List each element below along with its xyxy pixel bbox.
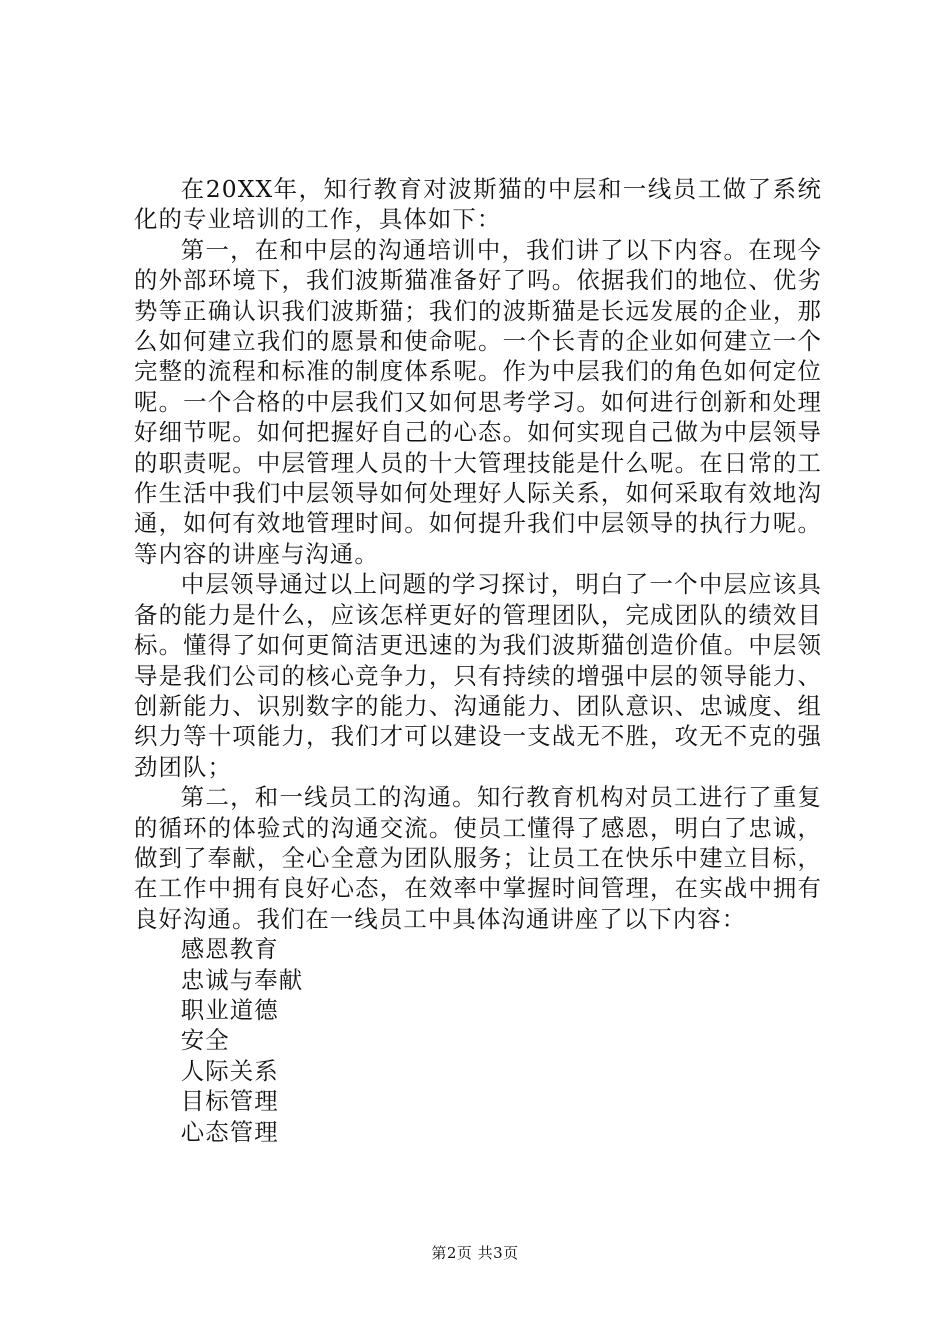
- paragraph-intro: 在20XX年，知行教育对波斯猫的中层和一线员工做了系统化的专业培训的工作，具体如下：: [134, 175, 822, 234]
- paragraph-frontline-staff: 第二，和一线员工的沟通。知行教育机构对员工进行了重复的循环的体验式的沟通交流。使员工懂得了感恩，明白了忠诚，做到了奉献，全心全意为团队服务；让员工在快乐中建立目标，在工作中拥有良好心态，在效率中掌握时间管理，在实战中拥有良好沟通。我们在一线员工中具体沟通讲座了以下内容：: [134, 783, 822, 933]
- paragraph-middle-management: 第一，在和中层的沟通培训中，我们讲了以下内容。在现今的外部环境下，我们波斯猫准备好了吗。依据我们的地位、优劣势等正确认识我们波斯猫；我们的波斯猫是长远发展的企业，那么如何建立我们的愿景和使命呢。一个长青的企业如何建立一个完整的流程和标准的制度体系呢。作为中层我们的角色如何定位呢。一个合格的中层我们又如何思考学习。如何进行创新和处理好细节呢。如何把握好自己的心态。如何实现自己做为中层领导的职责呢。中层管理人员的十大管理技能是什么呢。在日常的工作生活中我们中层领导如何处理好人际关系，如何采取有效地沟通，如何有效地管理时间。如何提升我们中层领导的执行力呢。等内容的讲座与沟通。: [134, 235, 822, 568]
- list-item: 目标管理: [180, 1087, 279, 1116]
- list-item: 忠诚与奉献: [180, 965, 304, 994]
- document-body: [134, 174, 822, 1147]
- paragraph-middle-management-outcome: 中层领导通过以上问题的学习探讨，明白了一个中层应该具备的能力是什么，应该怎样更好的管理团队，完成团队的绩效目标。懂得了如何更简洁更迅速的为我们波斯猫创造价值。中层领导是我们公司的核心竞争力，只有持续的增强中层的领导能力、创新能力、识别数字的能力、沟通能力、团队意识、忠诚度、组织力等十项能力，我们才可以建设一支战无不胜，攻无不克的强劲团队；: [134, 570, 822, 781]
- topic-list: [134, 934, 822, 1147]
- list-item: 人际关系: [180, 1056, 279, 1085]
- list-item: 感恩教育: [180, 935, 279, 964]
- page-number-footer: 第2页 共3页: [431, 1244, 519, 1262]
- list-item: 安全: [180, 1026, 230, 1055]
- list-item: 职业道德: [180, 995, 279, 1024]
- list-item: 心态管理: [180, 1117, 279, 1146]
